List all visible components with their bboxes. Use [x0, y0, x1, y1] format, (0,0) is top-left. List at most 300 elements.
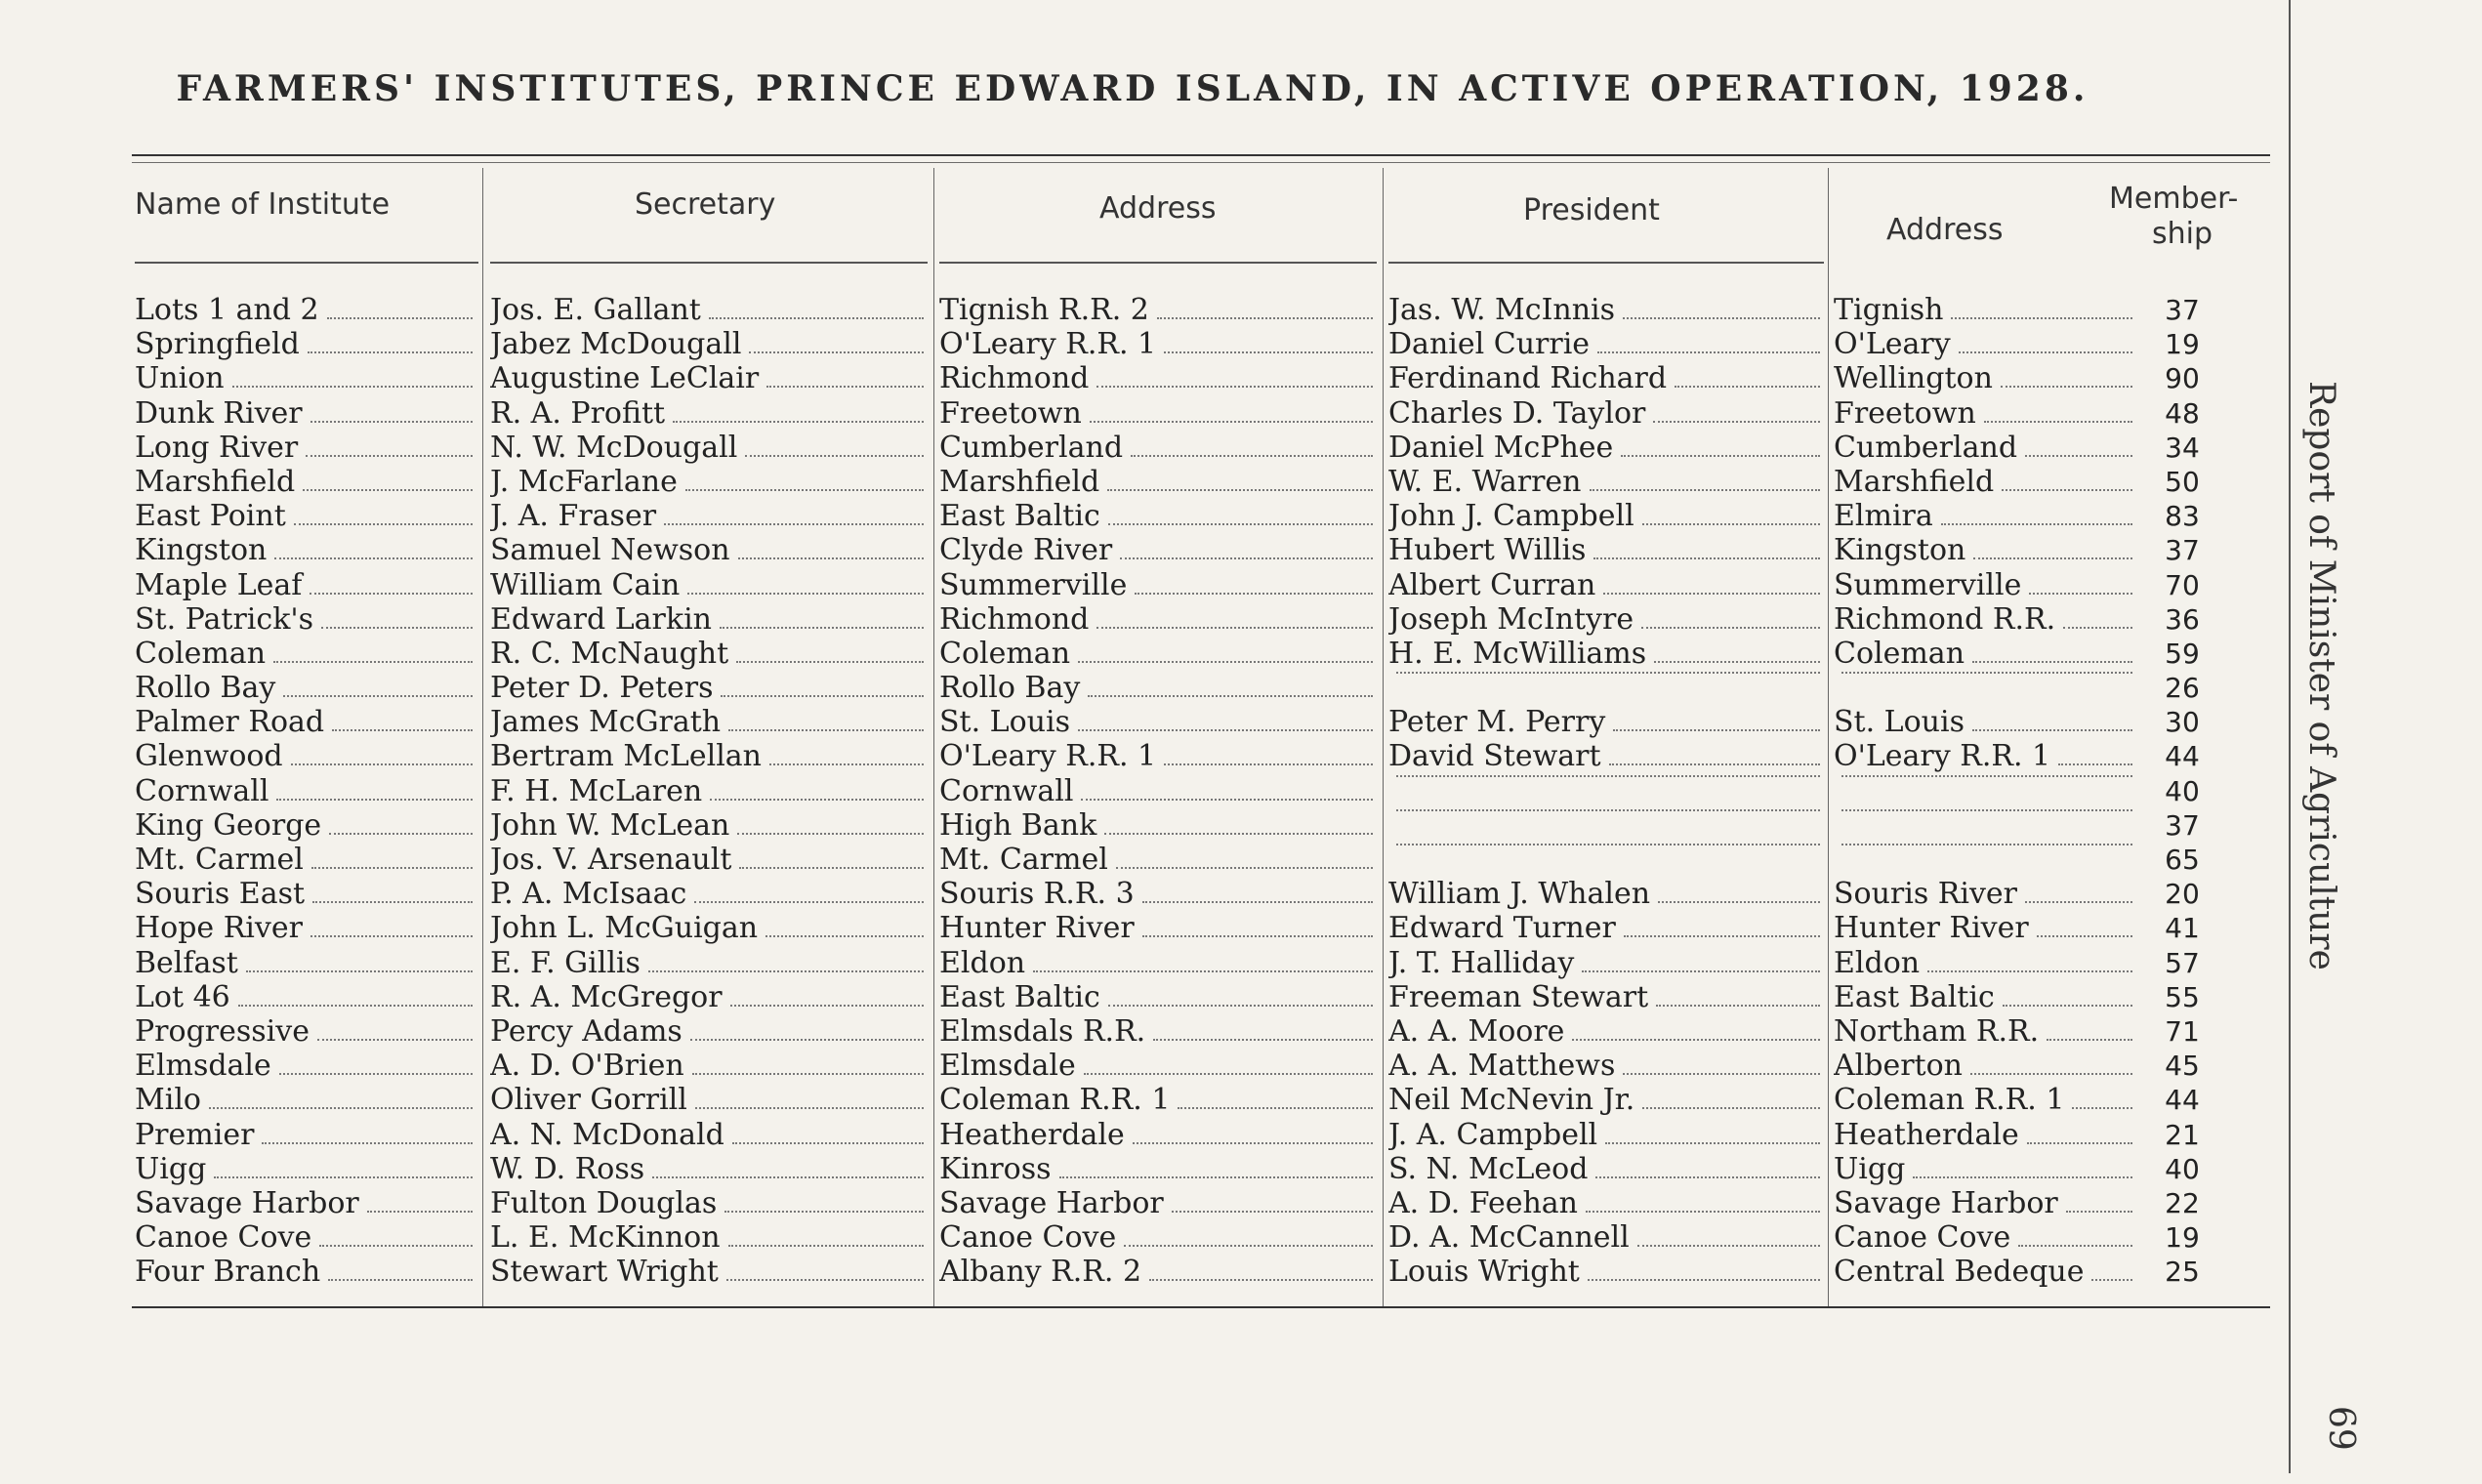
cell-membership-text: 41	[2165, 912, 2200, 945]
cell-secretary-text: J. McFarlane	[490, 464, 678, 499]
cell-secretary-text: F. H. McLaren	[490, 773, 703, 808]
cell-secretary-text: N. W. McDougall	[490, 430, 738, 465]
cell-secretary-address	[939, 327, 1377, 361]
cell-president	[1388, 431, 1824, 465]
cell-institute-text: Long River	[135, 430, 299, 465]
cell-institute	[135, 671, 476, 705]
cell-president-text: Hubert Willis	[1388, 533, 1587, 568]
cell-president-text: J. T. Halliday	[1388, 945, 1575, 980]
cell-president	[1388, 671, 1824, 681]
cell-membership	[2143, 843, 2221, 877]
table-row	[0, 843, 2285, 877]
cell-secretary-text: R. A. Profitt	[490, 395, 666, 431]
cell-institute-text: Union	[135, 361, 225, 396]
dot-leader	[1641, 626, 1820, 629]
cell-president-address	[1834, 980, 2136, 1014]
table-row	[0, 980, 2285, 1014]
dot-leader	[1396, 808, 1820, 811]
dot-leader	[1973, 556, 2132, 559]
cell-membership-text: 37	[2165, 534, 2200, 567]
cell-institute-text: Kingston	[135, 533, 268, 568]
dot-leader	[1841, 808, 2132, 811]
cell-secretary-text: John W. McLean	[490, 807, 730, 843]
cell-institute	[135, 774, 476, 808]
dot-leader	[328, 1278, 473, 1281]
dot-leader	[732, 1141, 924, 1144]
dot-leader	[652, 1175, 924, 1178]
cell-president-address	[1834, 293, 2136, 327]
dot-leader	[274, 556, 473, 559]
cell-institute-text: Canoe Cove	[135, 1220, 312, 1256]
header-secretary-address: Address	[1099, 191, 1217, 226]
cell-secretary-address-text: Richmond	[939, 361, 1090, 396]
header-secretary: Secretary	[635, 187, 776, 222]
dot-leader	[1033, 969, 1373, 972]
cell-secretary	[490, 499, 928, 533]
dot-leader	[2001, 385, 2132, 388]
cell-institute-text: Rollo Bay	[135, 671, 276, 706]
cell-secretary	[490, 946, 928, 980]
cell-membership	[2143, 533, 2221, 567]
cell-secretary-text: Fulton Douglas	[490, 1185, 718, 1220]
cell-membership	[2143, 465, 2221, 499]
cell-secretary-address	[939, 946, 1377, 980]
cell-president-text: Freeman Stewart	[1388, 979, 1649, 1014]
dot-leader	[306, 454, 473, 457]
cell-president-address-text: Richmond R.R.	[1834, 601, 2056, 637]
cell-secretary	[490, 671, 928, 705]
cell-president-address-text: Coleman R.R. 1	[1834, 1083, 2065, 1118]
cell-president-text: H. E. McWilliams	[1388, 636, 1647, 671]
dot-leader	[739, 866, 924, 869]
cell-membership-text: 37	[2165, 808, 2200, 842]
cell-institute	[135, 361, 476, 395]
cell-membership	[2143, 877, 2221, 911]
dot-leader	[1116, 866, 1373, 869]
cell-secretary-address	[939, 293, 1377, 327]
header-president: President	[1523, 193, 1660, 227]
cell-president-address-text: East Baltic	[1834, 979, 1995, 1014]
dot-leader	[724, 1210, 924, 1213]
cell-secretary-address	[939, 843, 1377, 877]
dot-leader	[728, 1244, 924, 1247]
cell-president-address	[1834, 1220, 2136, 1255]
cell-president-address	[1834, 843, 2136, 853]
cell-membership-text: 71	[2165, 1014, 2200, 1048]
cell-secretary-address	[939, 1152, 1377, 1186]
dot-leader	[310, 420, 473, 423]
cell-secretary	[490, 361, 928, 395]
dot-leader	[1603, 592, 1820, 595]
cell-secretary-address-text: Marshfield	[939, 464, 1100, 499]
cell-president-text: W. E. Warren	[1388, 464, 1582, 499]
cell-institute-text: Marshfield	[135, 464, 296, 499]
dot-leader	[1078, 728, 1373, 731]
cell-membership	[2143, 327, 2221, 361]
cell-secretary-address	[939, 1220, 1377, 1255]
dot-leader	[1108, 1004, 1373, 1007]
dot-leader	[303, 488, 473, 491]
dot-leader	[1090, 420, 1373, 423]
cell-president-address	[1834, 911, 2136, 945]
dot-leader	[1096, 385, 1373, 388]
dot-leader	[694, 900, 924, 903]
cell-president-text: Neil McNevin Jr.	[1388, 1083, 1635, 1118]
cell-president-address-text: Heatherdale	[1834, 1117, 2019, 1152]
dot-leader	[664, 522, 924, 525]
cell-president	[1388, 533, 1824, 567]
dot-leader	[367, 1210, 473, 1213]
cell-membership	[2143, 361, 2221, 395]
dot-leader	[283, 694, 473, 697]
cell-secretary-text: Bertram McLellan	[490, 739, 762, 774]
cell-president-address	[1834, 499, 2136, 533]
table-row	[0, 1049, 2285, 1083]
cell-president	[1388, 1014, 1824, 1049]
cell-secretary-address-text: Elmsdale	[939, 1049, 1076, 1084]
dot-leader	[1623, 1072, 1820, 1075]
cell-secretary-address-text: Rollo Bay	[939, 671, 1081, 706]
cell-secretary	[490, 533, 928, 567]
cell-president-address	[1834, 739, 2136, 773]
cell-secretary-address	[939, 705, 1377, 739]
cell-president-text: D. A. McCannell	[1388, 1220, 1630, 1256]
cell-secretary-address	[939, 499, 1377, 533]
cell-institute-text: Uigg	[135, 1151, 207, 1186]
cell-president-text: A. A. Matthews	[1388, 1049, 1616, 1084]
cell-president	[1388, 1152, 1824, 1186]
dot-leader	[1927, 969, 2132, 972]
cell-secretary-text: Jabez McDougall	[490, 327, 742, 362]
cell-secretary-text: Jos. V. Arsenault	[490, 843, 732, 877]
dot-leader	[766, 385, 924, 388]
cell-president	[1388, 911, 1824, 945]
cell-secretary-address-text: High Bank	[939, 807, 1097, 843]
cell-membership	[2143, 1152, 2221, 1186]
cell-president-text: Albert Curran	[1388, 567, 1596, 602]
cell-membership	[2143, 980, 2221, 1014]
dot-leader	[276, 798, 473, 801]
cell-secretary	[490, 1186, 928, 1220]
cell-membership-text: 57	[2165, 946, 2200, 979]
dot-leader	[1941, 522, 2132, 525]
cell-institute	[135, 602, 476, 637]
cell-institute	[135, 533, 476, 567]
cell-secretary-text: A. N. McDonald	[490, 1117, 724, 1152]
cell-president-address	[1834, 431, 2136, 465]
cell-secretary	[490, 568, 928, 602]
dot-leader	[1970, 1072, 2132, 1075]
cell-president-address-text: Central Bedeque	[1834, 1255, 2085, 1290]
cell-president-address	[1834, 327, 2136, 361]
table-row	[0, 877, 2285, 911]
cell-secretary-address	[939, 602, 1377, 637]
dot-leader	[214, 1175, 473, 1178]
cell-secretary-address-text: Coleman	[939, 636, 1071, 671]
dot-leader	[1972, 728, 2132, 731]
cell-president-address	[1834, 361, 2136, 395]
cell-membership-text: 55	[2165, 980, 2200, 1013]
dot-leader	[1396, 843, 1820, 845]
dot-leader	[1623, 316, 1820, 319]
cell-president-address	[1834, 808, 2136, 819]
cell-institute	[135, 1152, 476, 1186]
cell-secretary-address-text: Tignish R.R. 2	[939, 293, 1149, 327]
cell-institute-text: Belfast	[135, 945, 238, 980]
dot-leader	[1172, 1210, 1373, 1213]
cell-president-address	[1834, 705, 2136, 739]
cell-institute-text: Lots 1 and 2	[135, 293, 319, 327]
cell-membership	[2143, 705, 2221, 739]
cell-institute	[135, 739, 476, 773]
cell-secretary	[490, 774, 928, 808]
dot-leader	[673, 420, 924, 423]
dot-leader	[726, 1278, 924, 1281]
cell-membership	[2143, 1049, 2221, 1083]
cell-secretary-text: Oliver Gorrill	[490, 1083, 687, 1118]
cell-membership	[2143, 637, 2221, 671]
dot-leader	[209, 1106, 473, 1109]
cell-president	[1388, 499, 1824, 533]
cell-membership-text: 36	[2165, 602, 2200, 636]
table-row	[0, 602, 2285, 637]
dot-leader	[1120, 556, 1373, 559]
cell-president	[1388, 1118, 1824, 1152]
bottom-rule	[132, 1306, 2270, 1308]
dot-leader	[332, 728, 473, 731]
dot-leader	[2063, 626, 2132, 629]
cell-secretary-address-text: Heatherdale	[939, 1117, 1125, 1152]
cell-institute	[135, 877, 476, 911]
dot-leader	[692, 1072, 924, 1075]
dot-leader	[721, 694, 924, 697]
dot-leader	[1597, 350, 1820, 353]
dot-leader	[736, 660, 924, 663]
cell-secretary-text: J. A. Fraser	[490, 499, 657, 534]
cell-secretary-address	[939, 911, 1377, 945]
dot-leader	[737, 832, 924, 835]
cell-institute-text: Maple Leaf	[135, 567, 303, 602]
cell-secretary	[490, 1255, 928, 1289]
dot-leader	[1135, 592, 1373, 595]
cell-president-address	[1834, 533, 2136, 567]
cell-president-address-text: Cumberland	[1834, 430, 2018, 465]
cell-president	[1388, 293, 1824, 327]
table-row	[0, 396, 2285, 431]
dot-leader	[2058, 763, 2132, 765]
cell-president-address-text: Summerville	[1834, 567, 2022, 602]
cell-institute	[135, 1255, 476, 1289]
cell-secretary-address	[939, 1118, 1377, 1152]
dot-leader	[238, 1004, 473, 1007]
cell-president-text: David Stewart	[1388, 739, 1601, 774]
cell-membership-text: 70	[2165, 568, 2200, 601]
cell-membership	[2143, 671, 2221, 705]
dot-leader	[1841, 774, 2132, 777]
cell-secretary-text: Augustine LeClair	[490, 361, 760, 396]
dot-leader	[1595, 1175, 1820, 1178]
dot-leader	[730, 1004, 924, 1007]
cell-president-address-text: Tignish	[1834, 293, 1944, 327]
dot-leader	[2025, 454, 2132, 457]
table-row	[0, 361, 2285, 395]
cell-membership-text: 34	[2165, 431, 2200, 464]
cell-secretary-address-text: East Baltic	[939, 499, 1100, 534]
cell-president-address	[1834, 637, 2136, 671]
cell-secretary	[490, 980, 928, 1014]
cell-president-address	[1834, 602, 2136, 637]
cell-secretary-text: James McGrath	[490, 705, 722, 740]
cell-secretary-address	[939, 396, 1377, 431]
dot-leader	[1396, 774, 1820, 777]
cell-president-text: A. A. Moore	[1388, 1013, 1565, 1049]
cell-president-text: S. N. McLeod	[1388, 1151, 1589, 1186]
dot-leader	[2047, 1038, 2132, 1041]
cell-membership-text: 83	[2165, 500, 2200, 533]
cell-secretary-address-text: Savage Harbor	[939, 1185, 1164, 1220]
cell-secretary-text: Percy Adams	[490, 1013, 683, 1049]
dot-leader	[745, 454, 924, 457]
dot-leader	[1164, 763, 1373, 765]
cell-institute-text: Savage Harbor	[135, 1185, 359, 1220]
header-membership-line1: Member-	[2109, 182, 2239, 216]
cell-secretary-address	[939, 877, 1377, 911]
dot-leader	[2029, 592, 2132, 595]
cell-membership	[2143, 396, 2221, 431]
cell-president-address-text: Elmira	[1834, 499, 1933, 534]
dot-leader	[1642, 522, 1820, 525]
cell-institute-text: Lot 46	[135, 979, 230, 1014]
cell-president-text: J. A. Campbell	[1388, 1117, 1598, 1152]
cell-secretary-address-text: O'Leary R.R. 1	[939, 327, 1157, 362]
cell-institute-text: Springfield	[135, 327, 300, 362]
cell-president	[1388, 1255, 1824, 1289]
cell-membership-text: 65	[2165, 844, 2200, 876]
cell-membership	[2143, 1118, 2221, 1152]
cell-membership	[2143, 1083, 2221, 1117]
cell-president-text: Daniel McPhee	[1388, 430, 1614, 465]
cell-secretary-text: Jos. E. Gallant	[490, 293, 701, 327]
cell-secretary-address	[939, 1255, 1377, 1289]
cell-secretary-address	[939, 980, 1377, 1014]
cell-secretary	[490, 396, 928, 431]
cell-president	[1388, 1049, 1824, 1083]
dot-leader	[2002, 488, 2132, 491]
cell-president-address-text: Uigg	[1834, 1151, 1906, 1186]
cell-secretary-text: R. C. McNaught	[490, 636, 729, 671]
cell-institute-text: Mt. Carmel	[135, 843, 304, 877]
dot-leader	[310, 934, 473, 937]
cell-institute	[135, 808, 476, 843]
cell-president-address	[1834, 877, 2136, 911]
dot-leader	[1959, 350, 2132, 353]
table-row	[0, 739, 2285, 773]
cell-membership-text: 19	[2165, 1221, 2200, 1255]
dot-leader	[2003, 1004, 2132, 1007]
cell-secretary-text: W. D. Ross	[490, 1151, 645, 1186]
cell-president	[1388, 568, 1824, 602]
cell-secretary	[490, 1083, 928, 1117]
cell-secretary-text: R. A. McGregor	[490, 979, 723, 1014]
dot-leader	[1972, 660, 2132, 663]
table-row	[0, 911, 2285, 945]
cell-secretary	[490, 739, 928, 773]
cell-secretary-address-text: Richmond	[939, 601, 1090, 637]
dot-leader	[311, 866, 473, 869]
cell-secretary-address	[939, 739, 1377, 773]
cell-secretary-address	[939, 568, 1377, 602]
cell-secretary-address-text: Clyde River	[939, 533, 1113, 568]
dot-leader	[1609, 763, 1820, 765]
table-row	[0, 1014, 2285, 1049]
dot-leader	[2066, 1210, 2132, 1213]
institutes-table-body	[0, 293, 2285, 1289]
cell-institute	[135, 327, 476, 361]
cell-president-address-text: Alberton	[1834, 1049, 1963, 1084]
cell-institute-text: Coleman	[135, 636, 267, 671]
cell-president-address	[1834, 1186, 2136, 1220]
cell-secretary-address-text: Hunter River	[939, 911, 1135, 946]
cell-institute	[135, 1014, 476, 1049]
dot-leader	[327, 316, 473, 319]
cell-president-address	[1834, 1083, 2136, 1117]
cell-membership	[2143, 911, 2221, 945]
header-underline-president	[1388, 262, 1824, 264]
cell-secretary	[490, 1049, 928, 1083]
cell-secretary	[490, 877, 928, 911]
cell-institute-text: St. Patrick's	[135, 601, 314, 637]
dot-leader	[317, 1038, 473, 1041]
cell-secretary-address-text: Elmsdals R.R.	[939, 1013, 1146, 1049]
dot-leader	[329, 832, 473, 835]
cell-institute-text: Cornwall	[135, 773, 269, 808]
cell-institute	[135, 637, 476, 671]
cell-secretary-address-text: Cumberland	[939, 430, 1124, 465]
cell-secretary-text: P. A. McIsaac	[490, 877, 687, 912]
dot-leader	[262, 1141, 473, 1144]
table-row	[0, 1118, 2285, 1152]
cell-president	[1388, 327, 1824, 361]
cell-president	[1388, 739, 1824, 773]
cell-secretary-address-text: Souris R.R. 3	[939, 877, 1135, 912]
dot-leader	[1084, 1072, 1373, 1075]
dot-leader	[1088, 694, 1373, 697]
cell-secretary	[490, 637, 928, 671]
dot-leader	[695, 1106, 924, 1109]
side-caption: Report of Minister of Agriculture	[2301, 381, 2341, 970]
cell-secretary-address	[939, 533, 1377, 567]
cell-secretary-address	[939, 361, 1377, 395]
cell-secretary-address-text: Summerville	[939, 567, 1128, 602]
cell-institute-text: Milo	[135, 1083, 201, 1118]
table-row	[0, 465, 2285, 499]
cell-membership	[2143, 1186, 2221, 1220]
cell-president-address	[1834, 1049, 2136, 1083]
cell-president	[1388, 843, 1824, 853]
cell-membership-text: 59	[2165, 637, 2200, 670]
cell-secretary-address-text: Albany R.R. 2	[939, 1255, 1142, 1290]
cell-secretary-address	[939, 671, 1377, 705]
cell-membership	[2143, 1220, 2221, 1255]
table-row	[0, 637, 2285, 671]
dot-leader	[1913, 1175, 2132, 1178]
dot-leader	[1624, 934, 1820, 937]
dot-leader	[321, 626, 473, 629]
cell-secretary-text: Stewart Wright	[490, 1255, 719, 1290]
cell-secretary-address-text: Eldon	[939, 945, 1026, 980]
cell-institute-text: Four Branch	[135, 1255, 321, 1290]
dot-leader	[1586, 1210, 1820, 1213]
